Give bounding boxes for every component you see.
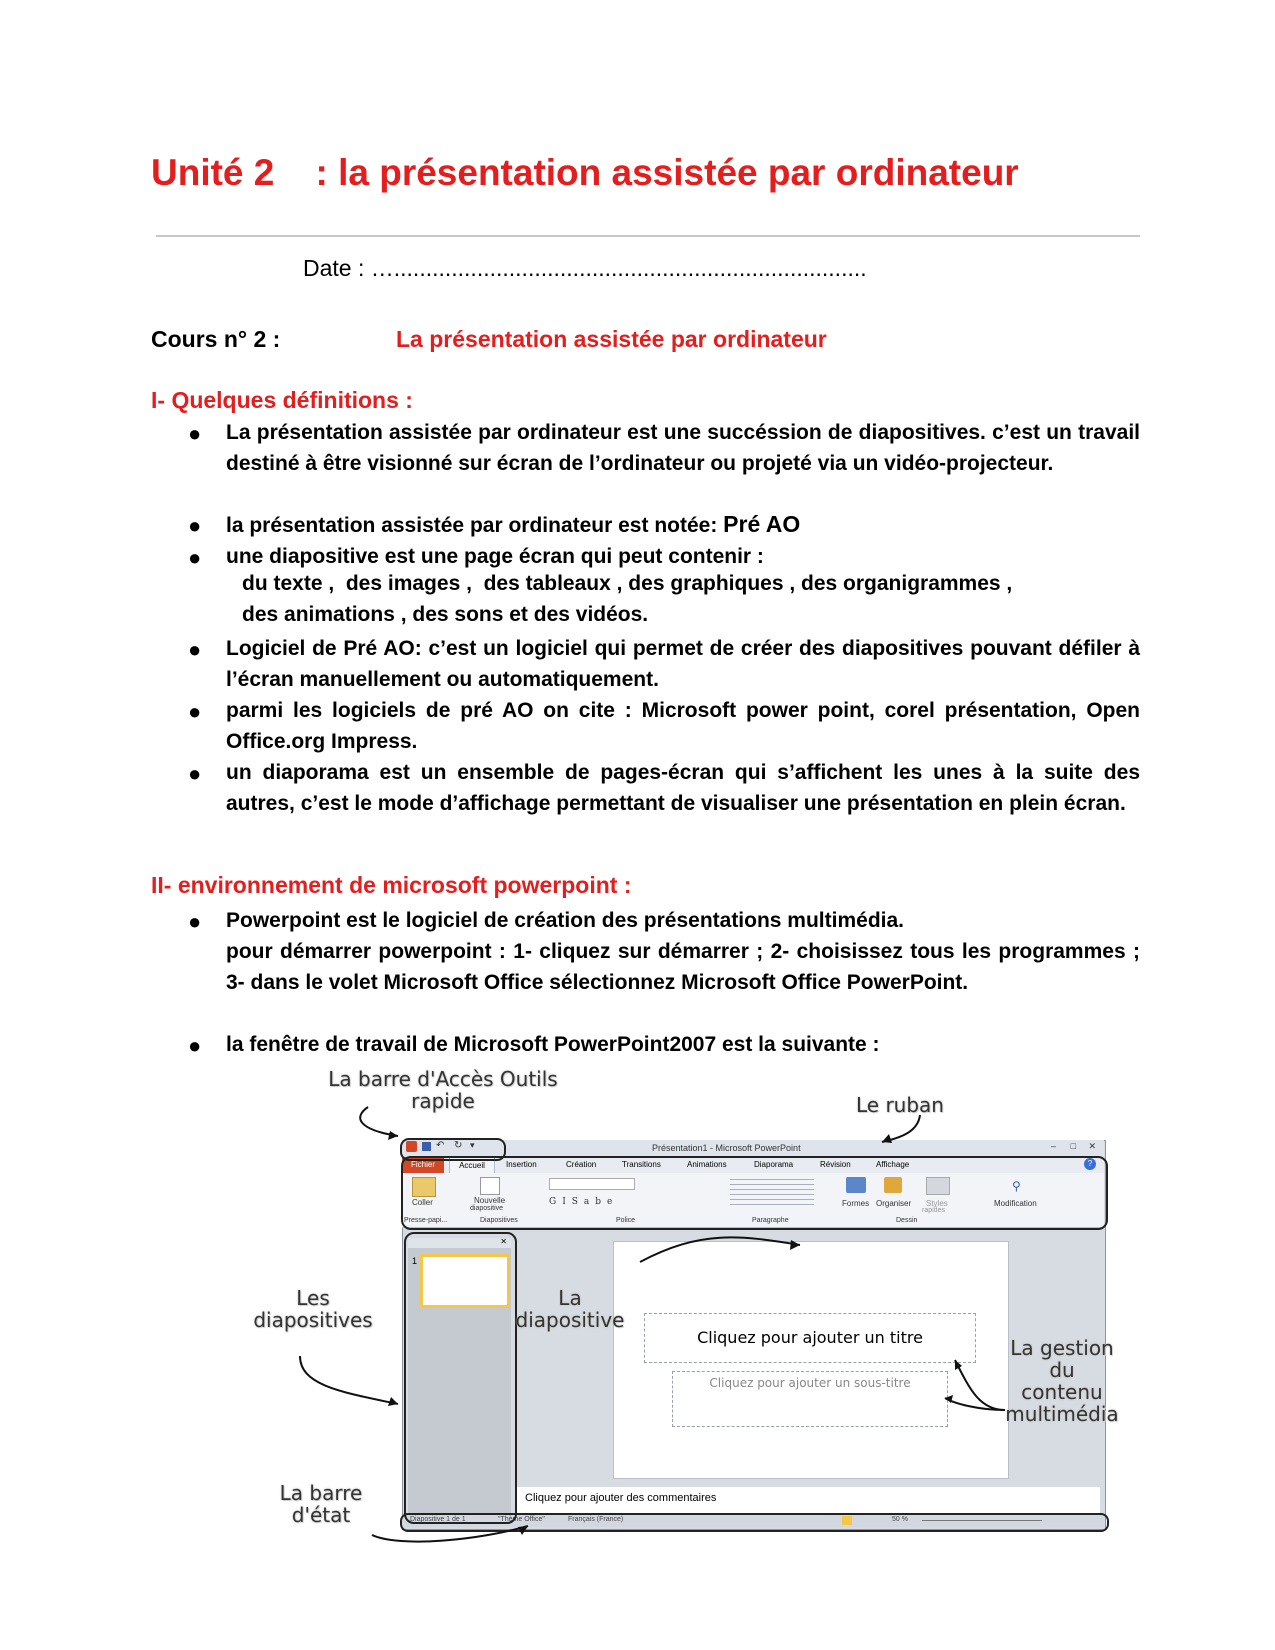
tab-revision[interactable]: Révision (820, 1160, 851, 1169)
powerpoint-start-steps: pour démarrer powerpoint : 1- cliquez sur démarrer ; 2- choisissez tous les programmes ; 3- dans le volet Microsoft Office sélectionnez Microsoft Office PowerPoint. (226, 940, 1140, 994)
bullet-icon: ● (188, 761, 202, 786)
label-content (992, 1337, 1132, 1425)
tab-animations[interactable]: Animations (687, 1160, 727, 1169)
definition-4: Logiciel de Pré AO: c’est un logiciel qui permet de créer des diapositives pouvant défiler à l’écran manuellement ou automatiquement. (226, 637, 1140, 691)
subtitle-placeholder[interactable]: Cliquez pour ajouter un sous-titre (672, 1371, 948, 1427)
label-slides-line2: diapositives (253, 1308, 373, 1332)
page-title: Unité 2 : la présentation assistée par ordinateur (151, 152, 1019, 193)
section2-heading: II- environnement de microsoft powerpoint : (151, 872, 632, 898)
title-placeholder[interactable]: Cliquez pour ajouter un titre (644, 1313, 976, 1363)
notes-placeholder[interactable]: Cliquez pour ajouter des commentaires (525, 1492, 717, 1504)
label-qat (293, 1068, 593, 1112)
window-intro: la fenêtre de travail de Microsoft PowerPoint2007 est la suivante : (226, 1033, 880, 1056)
arrow-status (372, 1526, 528, 1542)
definition-3-line2: du texte , des images , des tableaux , des graphiques , des organigrammes , (242, 572, 1013, 595)
group-paragraph: Paragraphe (752, 1217, 789, 1224)
section1-heading: I- Quelques définitions : (151, 387, 413, 413)
arrowhead (790, 1240, 800, 1250)
definition-5: parmi les logiciels de pré AO on cite : Microsoft power point, corel présentation, Open Office.org Impress. (226, 699, 1140, 753)
label-slide-line2: diapositive (515, 1308, 625, 1332)
tab-creation[interactable]: Création (566, 1160, 597, 1169)
group-clipboard: Presse-papi... (404, 1217, 448, 1224)
course-title: La présentation assistée par ordinateur (396, 326, 827, 352)
status-slide: Diapositive 1 de 1 (410, 1516, 466, 1523)
group-drawing: Dessin (896, 1217, 918, 1224)
bullet-icon: ● (188, 1033, 202, 1058)
tab-insertion[interactable]: Insertion (506, 1160, 537, 1169)
paste-label[interactable]: Coller (412, 1198, 433, 1207)
label-status (266, 1482, 376, 1526)
bullet-icon: ● (188, 513, 202, 538)
label-content-line4: multimédia (1005, 1402, 1119, 1426)
bullet-icon: ● (188, 545, 202, 570)
window-title: Présentation1 - Microsoft PowerPoint (652, 1143, 801, 1153)
arrowhead (518, 1526, 528, 1535)
arrange-label[interactable]: Organiser (876, 1199, 912, 1208)
maximize-icon[interactable]: □ (1070, 1141, 1076, 1151)
definition-2-text: la présentation assistée par ordinateur est notée: (226, 514, 724, 537)
course-label: Cours n° 2 : (151, 326, 281, 352)
close-icon[interactable]: ✕ (1088, 1141, 1096, 1151)
status-zoom[interactable]: 50 % (892, 1516, 908, 1523)
label-slide-line1: La (558, 1286, 582, 1310)
tab-affichage[interactable]: Affichage (876, 1160, 910, 1169)
slide-number: 1 (412, 1256, 418, 1266)
redo-icon[interactable]: ↻ (454, 1140, 463, 1151)
bullet-icon: ● (188, 637, 202, 662)
label-qat-line1: La barre d'Accès Outils (328, 1067, 558, 1091)
label-content-line3: contenu (1021, 1380, 1103, 1404)
quick-styles-label-2[interactable]: rapides (922, 1207, 945, 1214)
definition-1: La présentation assistée par ordinateur est une succéssion de diapositives. c’est un travail destiné à être visionné sur écran de l’ordinateur ou projeté via un vidéo-projecteur. (226, 421, 1140, 475)
bullet-icon: ● (188, 699, 202, 724)
help-icon[interactable]: ? (1084, 1158, 1096, 1170)
new-slide-label-2[interactable]: diapositive (470, 1205, 504, 1212)
bullet-icon: ● (188, 909, 202, 934)
new-slide-label[interactable]: Nouvelle (474, 1196, 506, 1205)
tab-diaporama[interactable]: Diaporama (754, 1160, 794, 1169)
group-font: Police (616, 1217, 636, 1224)
group-slides: Diapositives (480, 1217, 518, 1224)
tab-fichier[interactable]: Fichier (402, 1157, 444, 1173)
definition-3: une diapositive est une page écran qui peut contenir : (226, 545, 764, 568)
label-ribbon: Le ruban (856, 1093, 944, 1117)
label-slides-line1: Les (296, 1286, 330, 1310)
tab-transitions[interactable]: Transitions (622, 1160, 661, 1169)
status-language[interactable]: Français (France) (568, 1516, 624, 1523)
label-slides (238, 1287, 388, 1331)
customize-qat-icon[interactable]: ▾ (470, 1140, 475, 1150)
arrowhead (388, 1131, 398, 1140)
panel-close-icon[interactable]: ✕ (500, 1237, 507, 1246)
label-slide (510, 1287, 630, 1331)
undo-icon[interactable]: ↶ (436, 1140, 445, 1151)
format-icons[interactable]: GISabe (549, 1197, 619, 1207)
status-theme: "Thème Office" (498, 1516, 545, 1523)
label-status-line1: La barre (279, 1481, 363, 1505)
minimize-icon[interactable]: – (1050, 1141, 1056, 1151)
definition-6: un diaporama est un ensemble de pages-écran qui s’affichent les unes à la suite des autres, c’est le mode d’affichage permettant de visualiser une présentation en plein écran. (226, 761, 1140, 815)
arrow-slides (300, 1356, 398, 1404)
label-content-line1: La gestion (1010, 1336, 1114, 1360)
arrowhead (882, 1134, 892, 1143)
tab-accueil[interactable]: Accueil (449, 1157, 495, 1174)
arrow-slide (640, 1237, 800, 1262)
definition-3-line3: des animations , des sons et des vidéos. (242, 603, 649, 626)
powerpoint-definition: Powerpoint est le logiciel de création des présentations multimédia. (226, 909, 904, 932)
shapes-label[interactable]: Formes (842, 1199, 870, 1208)
label-status-line2: d'état (291, 1503, 351, 1527)
editing-label[interactable]: Modification (994, 1199, 1037, 1208)
date-line: Date : ….......................................................................... (303, 255, 867, 281)
quick-styles-label[interactable]: Styles (926, 1199, 948, 1208)
label-qat-line2: rapide (411, 1089, 475, 1113)
binoculars-icon[interactable]: ⚲ (1012, 1179, 1021, 1193)
pre-ao-term: Pré AO (723, 511, 801, 537)
label-content-line2: du (1049, 1358, 1075, 1382)
bullet-icon: ● (188, 421, 202, 446)
